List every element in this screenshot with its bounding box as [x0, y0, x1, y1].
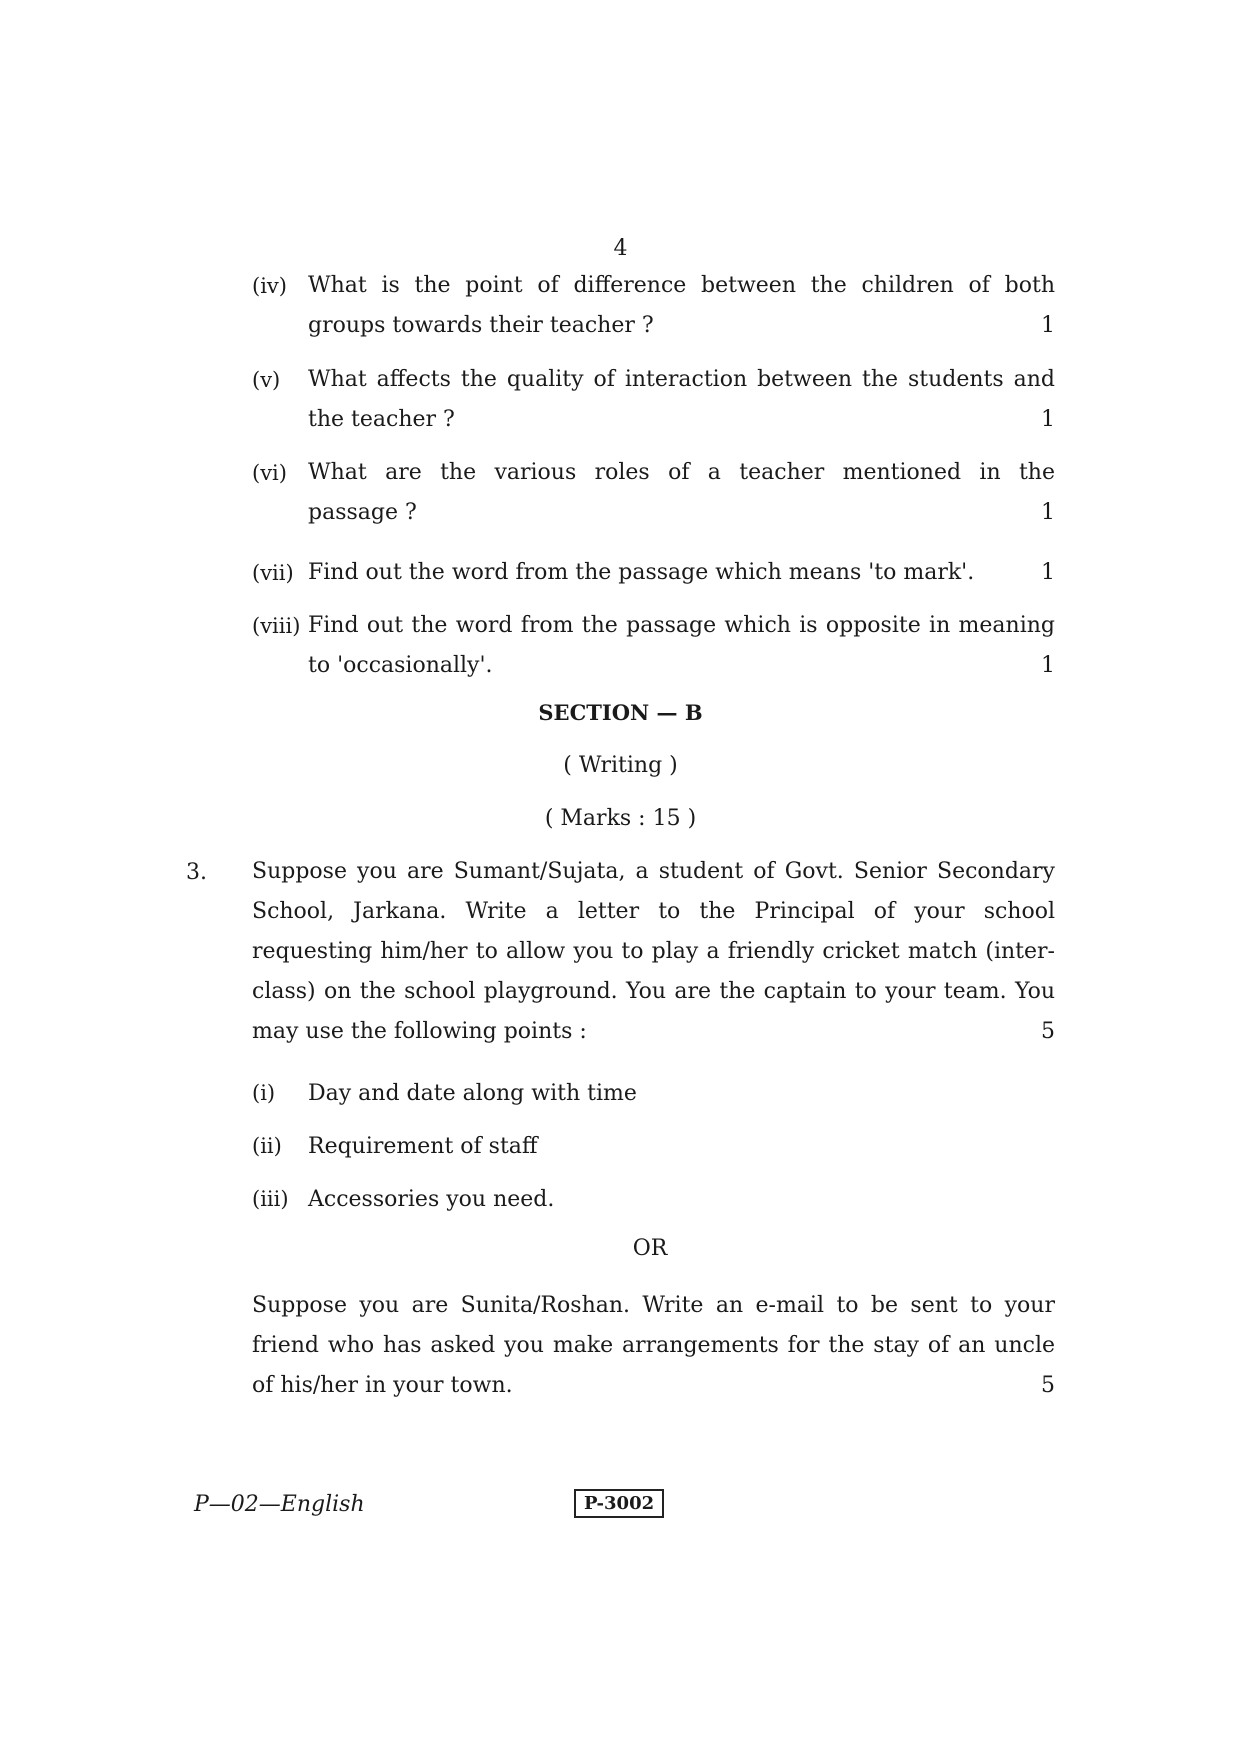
section-subtitle: ( Writing ) [563, 753, 678, 778]
question-marks: 1 [1041, 313, 1055, 338]
question-text-line2 [308, 493, 1055, 533]
paragraph-line: Suppose you are Sumant/Sujata, a student of Govt. Senior Secondary [252, 859, 1055, 884]
question-text-line1: What affects the quality of interaction between the students and [308, 367, 1055, 392]
paragraph-last-line [252, 1012, 1055, 1052]
question-marks: 1 [1041, 500, 1055, 525]
question-number: (iv) [252, 274, 287, 298]
question-viii [252, 606, 1055, 686]
question-text: passage ? [308, 500, 417, 525]
question-number: (viii) [252, 614, 301, 638]
paragraph-line: class) on the school playground. You are the captain to your team. You [252, 979, 1055, 1004]
point-text: Accessories you need. [308, 1187, 555, 1212]
point-iii [252, 1187, 554, 1212]
question-text-line1: What are the various roles of a teacher mentioned in the [308, 460, 1055, 485]
question-number: (vi) [252, 461, 287, 485]
question-3-text [252, 852, 1055, 1052]
paragraph-line: School, Jarkana. Write a letter to the Principal of your school [252, 899, 1055, 924]
point-text: Requirement of staff [308, 1134, 538, 1159]
question-iv [252, 266, 1055, 346]
question-text-line2 [308, 306, 1055, 346]
paragraph-text: may use the following points : [252, 1019, 587, 1044]
question-text-line1: Find out the word from the passage which is opposite in meaning [308, 613, 1055, 638]
paragraph-line: Suppose you are Sunita/Roshan. Write an e-mail to be sent to your [252, 1293, 1055, 1318]
question-number: (v) [252, 368, 281, 392]
question-text-line1 [308, 553, 1055, 593]
footer-subject-code: P—02—English [194, 1492, 365, 1517]
alternative-question-text [252, 1286, 1055, 1406]
point-i [252, 1081, 637, 1106]
question-marks: 1 [1041, 407, 1055, 432]
point-number: (i) [252, 1081, 276, 1105]
question-marks: 1 [1041, 560, 1055, 585]
question-number-3: 3. [186, 860, 207, 885]
question-v [252, 360, 1055, 440]
question-text-line2 [308, 400, 1055, 440]
question-vii [252, 553, 1055, 593]
point-ii [252, 1134, 538, 1159]
question-text: to 'occasionally'. [308, 653, 493, 678]
question-marks: 1 [1041, 653, 1055, 678]
paragraph-last-line [252, 1366, 1055, 1406]
paragraph-line: requesting him/her to allow you to play a friendly cricket match (inter- [252, 939, 1055, 964]
section-marks: ( Marks : 15 ) [544, 806, 697, 831]
question-text-line2 [308, 646, 1055, 686]
question-vi [252, 453, 1055, 533]
question-text: groups towards their teacher ? [308, 313, 654, 338]
section-title: SECTION — B [538, 700, 703, 725]
or-separator: OR [632, 1236, 668, 1261]
question-marks: 5 [1041, 1019, 1055, 1044]
point-number: (iii) [252, 1187, 289, 1211]
point-number: (ii) [252, 1134, 282, 1158]
question-text: Find out the word from the passage which means 'to mark'. [308, 560, 975, 585]
question-text: the teacher ? [308, 407, 455, 432]
point-text: Day and date along with time [308, 1081, 637, 1106]
footer-paper-code-box: P-3002 [574, 1489, 664, 1518]
paragraph-line: friend who has asked you make arrangements for the stay of an uncle [252, 1333, 1055, 1358]
question-number: (vii) [252, 561, 294, 585]
question-marks: 5 [1041, 1373, 1055, 1398]
paragraph-text: of his/her in your town. [252, 1373, 513, 1398]
question-text-line1: What is the point of difference between the children of both [308, 273, 1055, 298]
page-number: 4 [613, 236, 628, 261]
